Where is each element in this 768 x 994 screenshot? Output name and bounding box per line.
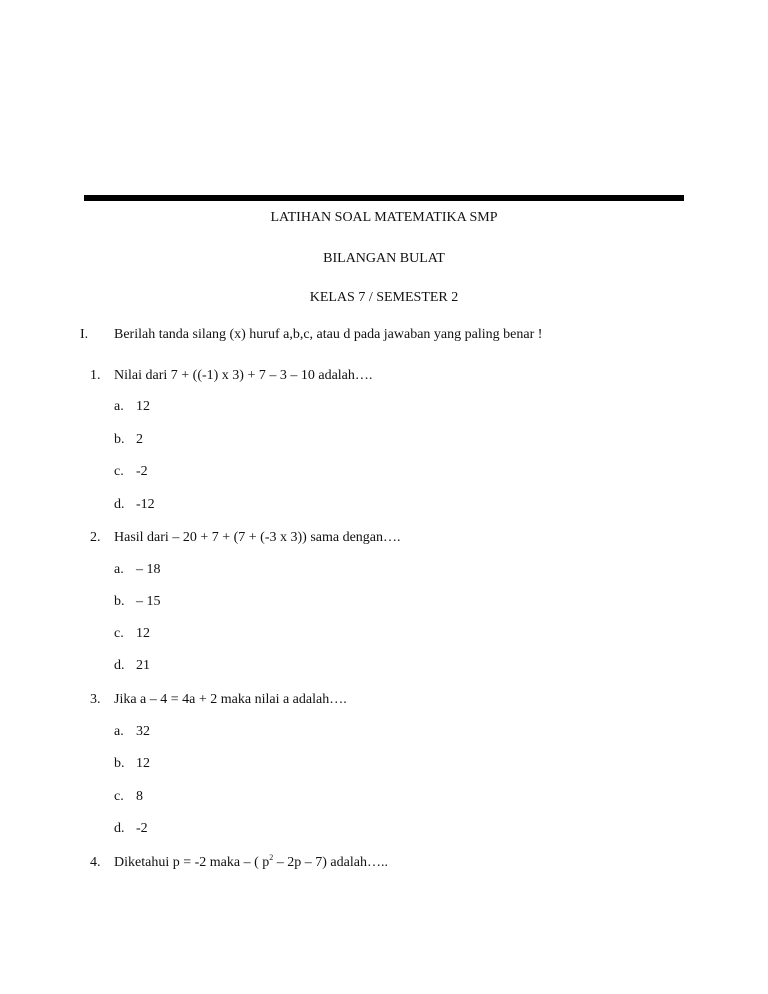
worksheet-class-semester: KELAS 7 / SEMESTER 2 xyxy=(309,290,459,305)
option-text: -2 xyxy=(136,464,148,479)
option-letter: d. xyxy=(114,497,125,512)
option-letter: d. xyxy=(114,658,125,673)
section-instruction: Berilah tanda silang (x) huruf a,b,c, atau d pada jawaban yang paling benar ! xyxy=(114,327,543,342)
header-rule xyxy=(84,195,684,201)
option-text: 2 xyxy=(136,432,143,447)
option-text: 12 xyxy=(136,399,150,414)
option-letter: b. xyxy=(114,756,125,771)
question-text: Nilai dari 7 + ((-1) x 3) + 7 – 3 – 10 adalah…. xyxy=(114,368,373,383)
worksheet-title: LATIHAN SOAL MATEMATIKA SMP xyxy=(270,210,498,225)
question-text: Hasil dari – 20 + 7 + (7 + (-3 x 3)) sama dengan…. xyxy=(114,530,401,545)
option-text: – 18 xyxy=(136,562,161,577)
question-text: Jika a – 4 = 4a + 2 maka nilai a adalah…. xyxy=(114,692,347,707)
option-text: – 15 xyxy=(136,594,161,609)
worksheet-subtitle: BILANGAN BULAT xyxy=(323,251,445,266)
question-number: 2. xyxy=(90,530,101,545)
question-number: 4. xyxy=(90,855,101,870)
option-letter: c. xyxy=(114,464,124,479)
option-letter: c. xyxy=(114,626,124,641)
option-text: 8 xyxy=(136,789,143,804)
option-letter: a. xyxy=(114,399,124,414)
question-text-part: – 2p – 7) adalah….. xyxy=(273,855,388,870)
exponent: 2 xyxy=(269,853,274,862)
option-text: -2 xyxy=(136,821,148,836)
question-text-part: Diketahui p = -2 maka – ( p xyxy=(114,855,270,870)
question-number: 3. xyxy=(90,692,101,707)
option-text: 12 xyxy=(136,756,150,771)
option-letter: b. xyxy=(114,594,125,609)
option-text: 12 xyxy=(136,626,150,641)
option-letter: c. xyxy=(114,789,124,804)
option-letter: a. xyxy=(114,562,124,577)
option-letter: a. xyxy=(114,724,124,739)
option-letter: d. xyxy=(114,821,125,836)
option-letter: b. xyxy=(114,432,125,447)
section-number: I. xyxy=(80,327,89,342)
question-text xyxy=(114,855,388,871)
option-text: 32 xyxy=(136,724,150,739)
question-number: 1. xyxy=(90,368,101,383)
option-text: -12 xyxy=(136,497,155,512)
option-text: 21 xyxy=(136,658,150,673)
